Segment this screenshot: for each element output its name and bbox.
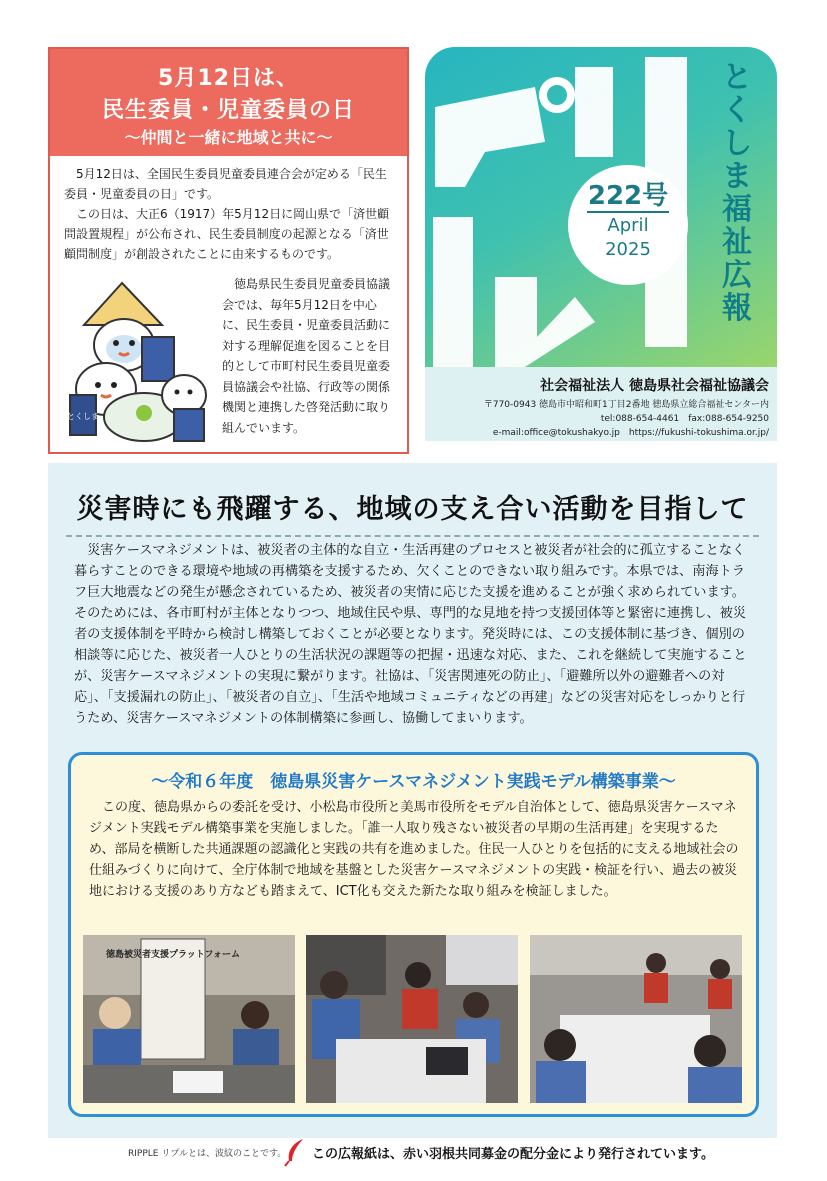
title-divider — [66, 535, 759, 537]
issue-month: April — [607, 215, 649, 236]
feature-paragraph-1: 5月12日は、全国民生委員児童委員連合会が定める「民生委員・児童委員の日」です。 — [64, 167, 387, 201]
main-article — [48, 463, 777, 1138]
main-article-body — [74, 540, 757, 729]
photo-workshop-laptops — [306, 935, 518, 1103]
issue-year: 2025 — [605, 239, 651, 260]
main-article-title: 災害時にも飛躍する、地域の支え合い活動を目指して — [76, 494, 749, 525]
main-article-paragraph: 災害ケースマネジメントは、被災者の主体的な自立・生活再建のプロセスと被災者が社会的に孤立することなく暮らすことのできる環境や地域の再構築を支援するため、欠くことのできない取り組みです。本県では、南海トラフ巨大地震などの発生が懸念されているため、被災者の実情に応じた支援を進めることが強く求められています。そのためには、各市町村が主体となりつつ、地域住民や県、専門的な見地を持つ支援団体等と緊密に連携し、被災者の支援体制を平時から検討し構築しておくことが必要となります。発災時には、この支援体制に基づき、個別の相談等に応じた、被災者一人ひとりの生活状況の課題等の把握・迅速な対応、また、これを継続して実施することが、災害ケースマネジメントの実現に繋がります。社協は、「災害関連死の防止」、「避難所以外の避難者への対応」、「支援漏れの防止」、「被災者の自立」、「生活や地域コミュニティなどの再建」などの災害対応をしっかりと行うため、災害ケースマネジメントの体制構築に参画し、協働してまいります。 — [74, 543, 747, 726]
publisher-name: 社会福祉法人 徳島県社会福祉協議会 — [540, 378, 769, 394]
feature-title-line1: 5月12日は、 — [158, 66, 299, 91]
feature-body — [64, 164, 398, 264]
publisher-contact-link[interactable]: e-mail:office@tokushakyo.jp https://fukushi-tokushima.or.jp/ — [492, 428, 769, 438]
feature-box — [48, 47, 409, 454]
issue-number: 222号 — [587, 181, 669, 211]
publisher-phone: tel:088-654-4461 fax:088-654-9250 — [600, 414, 769, 424]
feature-paragraph-2: この日は、大正6（1917）年5月12日に岡山県で「済世顧問設置規程」が公布され、民生委員制度の起源となる「済世顧問制度」が創設されたことに由来するものです。 — [64, 207, 390, 261]
model-project-title: 〜令和６年度 徳島県災害ケースマネジメント実践モデル構築事業〜 — [151, 772, 676, 792]
publisher-block — [425, 367, 777, 441]
feature-side-paragraph: 徳島県民生委員児童委員協議会では、毎年5月12日を中心に、民生委員・児童委員活動に対する理解促進を図ることを目的として市町村民生委員児童委員協議会や社協、行政等の関係機関と連携した啓発活動に取り組んでいます。 — [222, 277, 391, 435]
mascot-sash-text: とくしま — [67, 412, 99, 421]
feature-side-text — [222, 274, 398, 438]
feature-title-line2: 民生委員・児童委員の日 — [101, 98, 355, 123]
publisher-address: 〒770-0943 徳島市中昭和町1丁目2番地 徳島県立総合福祉センター内 — [483, 400, 769, 410]
photo-sign-text: 徳島被災者支援プラットフォーム — [105, 950, 241, 960]
photo-platform-consultation — [83, 935, 295, 1103]
masthead — [425, 47, 777, 367]
model-project-paragraph: この度、徳島県からの委託を受け、小松島市役所と美馬市役所をモデル自治体として、徳島県災害ケースマネジメント実践モデル構築事業を実施しました。「誰一人取り残さない被災者の早期の生活再建」を実現するため、部局を横断した共通課題の認識化と実践の共有を進めました。住民一人ひとりを包括的に支える地域社会の仕組みづくりに向けて、全庁体制で地域を基盤とした災害ケースマネジメントの実践・検証を行い、過去の被災地における支援のあり方なども踏まえて、ICT化も交えた新たな取り組みを検証しました。 — [89, 800, 739, 899]
feature-subtitle: 〜仲間と一緒に地域と共に〜 — [124, 128, 333, 147]
ripple-note: RIPPLE リプルとは、波紋のことです。 — [128, 1149, 287, 1159]
mascot-illustration — [64, 277, 220, 447]
funding-note: この広報紙は、赤い羽根共同募金の配分金により発行されています。 — [312, 1147, 714, 1162]
issue-divider — [587, 211, 669, 213]
red-feather-icon — [283, 1137, 307, 1171]
model-project-body — [89, 797, 741, 902]
photo-group-discussion — [530, 935, 742, 1103]
paper-name: とくしま福祉広報 — [722, 60, 752, 326]
model-project-box — [68, 752, 759, 1117]
feature-header — [50, 49, 407, 156]
